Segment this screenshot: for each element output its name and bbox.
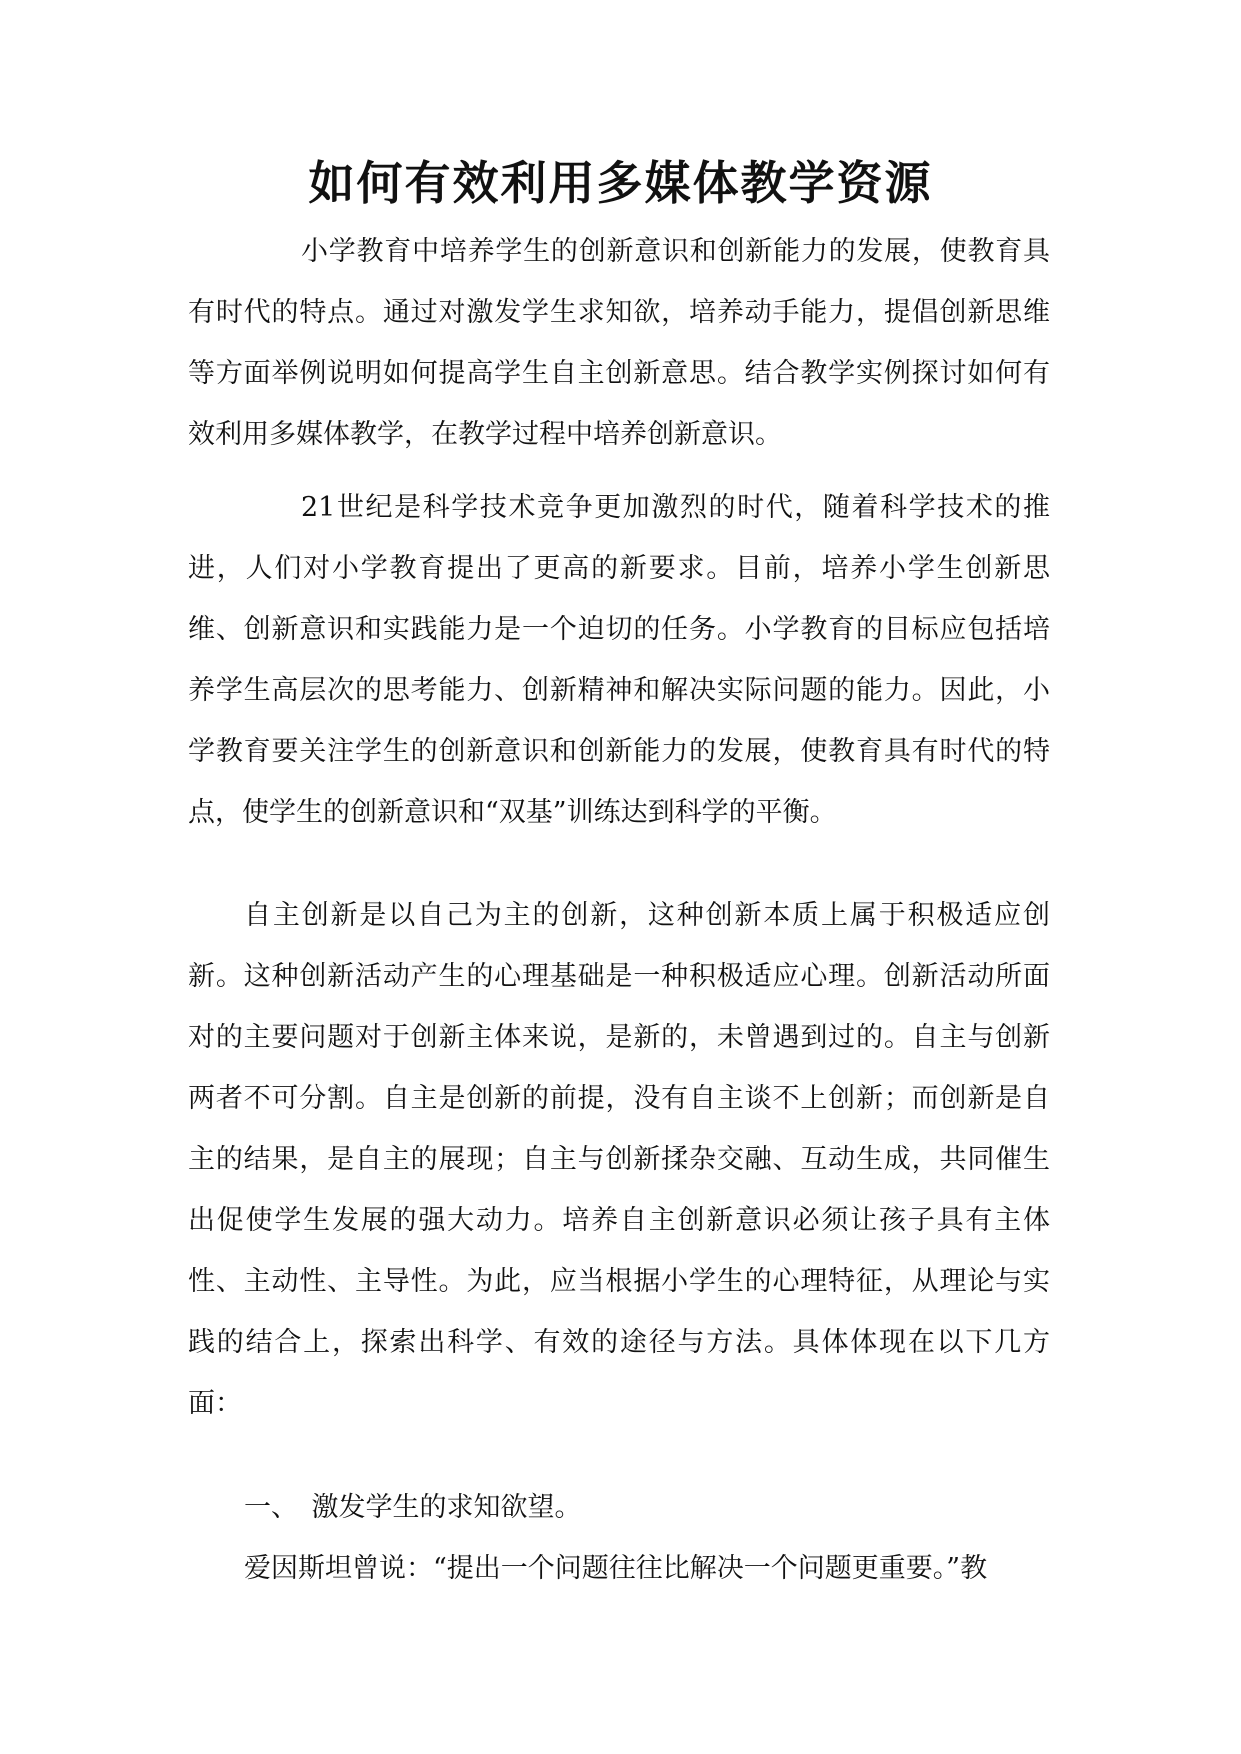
document-title: 如何有效利用多媒体教学资源	[308, 156, 933, 210]
paragraph-background: 21世纪是科学技术竞争更加激烈的时代，随着科学技术的推进，人们对小学教育提出了更高的新要求。目前，培养小学生创新思维、创新意识和实践能力是一个迫切的任务。小学教育的目标应包括培养学生高层次的思考能力、创新精神和解决实际问题的能力。因此，小学教育要关注学生的创新意识和创新能力的发展，使教育具有时代的特点，使学生的创新意识和“双基”训练达到科学的平衡。	[188, 492, 1050, 828]
section-heading-1: 一、 激发学生的求知欲望。	[244, 1492, 582, 1523]
paragraph-abstract: 小学教育中培养学生的创新意识和创新能力的发展，使教育具有时代的特点。通过对激发学生求知欲，培养动手能力，提倡创新思维等方面举例说明如何提高学生自主创新意思。结合教学实例探讨如何有效利用多媒体教学，在教学过程中培养创新意识。	[188, 236, 1050, 450]
paragraph-self-innovation: 自主创新是以自己为主的创新，这种创新本质上属于积极适应创新。这种创新活动产生的心理基础是一种积极适应心理。创新活动所面对的主要问题对于创新主体来说，是新的，未曾遇到过的。自主与创新两者不可分割。自主是创新的前提，没有自主谈不上创新；而创新是自主的结果，是自主的展现；自主与创新揉杂交融、互动生成，共同催生出促使学生发展的强大动力。培养自主创新意识必须让孩子具有主体性、主动性、主导性。为此，应当根据小学生的心理特征，从理论与实践的结合上，探索出科学、有效的途径与方法。具体体现在以下几方面：	[188, 900, 1050, 1419]
paragraph-einstein-quote: 爱因斯坦曾说：“提出一个问题往往比解决一个问题更重要。”教	[244, 1553, 988, 1584]
